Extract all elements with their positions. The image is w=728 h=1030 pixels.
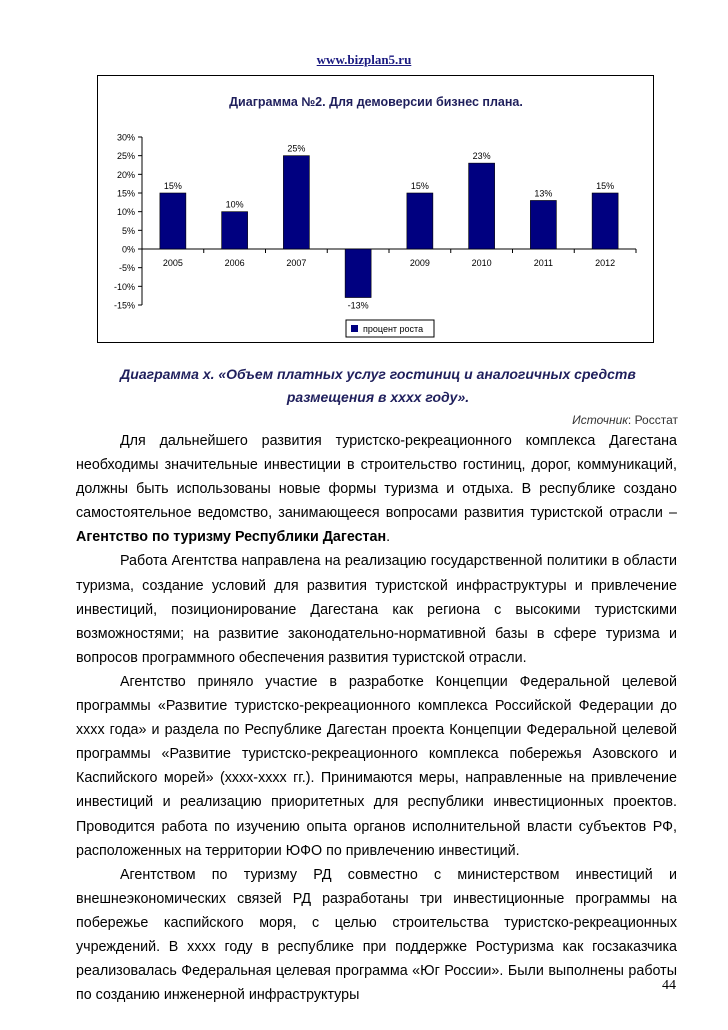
bar-2007 <box>283 156 309 249</box>
paragraph-3: Агентство приняло участие в разработке Концепции Федеральной целевой программы «Развитие туристско-рекреационного комплекса Российской Федерации до хххх года» и раздела по Республике Дагестан проекта Концепции Федеральной целевой программы «Развитие туристско-рекреационного комплекса побережья Азовского и Каспийского морей» (хххх-хххх гг.). Принимаются меры, направленные на привлечение инвестиций и реализацию приоритетных для республики инвестиционных проектов. Проводится работа по изучению опыта органов исполнительной власти субъектов РФ, расположенных на территории ЮФО по привлечению инвестиций. <box>76 673 677 859</box>
data-label: 13% <box>534 188 553 199</box>
x-tick-label: 2010 <box>471 258 492 268</box>
paragraph-1-end: . <box>386 529 391 546</box>
bar-2005 <box>160 193 186 249</box>
site-link[interactable]: www.bizplan5.ru <box>316 52 412 67</box>
chart-frame <box>97 75 654 343</box>
chart-title: Диаграмма №2. Для демоверсии бизнес плана. <box>229 95 523 109</box>
x-tick-label: 2009 <box>409 258 430 268</box>
data-label: 23% <box>472 151 491 162</box>
paragraph-1-text: Для дальнейшего развития туристско-рекреационного комплекса Дагестана необходимы значительные инвестиции в строительство гостиниц, дорог, коммуникаций, должны быть использованы новые формы туризма и отдыха. В республике создано самостоятельное ведомство, занимающееся вопросами развития туристской отрасли – <box>76 433 677 522</box>
source-value: : Росстат <box>627 413 678 427</box>
page-number: 44 <box>662 978 676 993</box>
source-label: Источник <box>572 413 628 427</box>
figure-caption: Диаграмма х. «Объем платных услуг гостиниц и аналогичных средств размещения в хххх году». <box>120 366 636 405</box>
data-label: 25% <box>287 143 306 154</box>
y-tick-label: 15% <box>116 188 135 199</box>
data-label: 15% <box>596 181 615 191</box>
data-label: -13% <box>347 300 369 311</box>
paragraph-4: Агентством по туризму РД совместно с министерством инвестиций и внешнеэкономических связей РД разработаны три инвестиционные программы на побережье каспийского моря, с целью строительства туристско-рекреационных учреждений. В хххх году в республике при поддержке Ростуризма как госзаказчика реализовалась Федеральная целевая программа «Юг России». Были выполнены работы по созданию инженерной инфраструктуры <box>76 866 677 1004</box>
bar-2010 <box>469 163 495 249</box>
x-tick-label: 2006 <box>224 258 245 268</box>
bar-2008 <box>345 249 371 298</box>
bar-chart <box>98 76 655 344</box>
source-note <box>572 413 678 427</box>
bar-2006 <box>222 212 248 249</box>
x-tick-label: 2011 <box>533 258 554 268</box>
y-tick-label: -10% <box>113 281 135 292</box>
bar-2009 <box>407 193 433 249</box>
body-text <box>76 429 677 1007</box>
bar-2012 <box>592 193 618 249</box>
y-tick-label: -5% <box>118 263 135 274</box>
y-tick-label: 20% <box>116 169 135 180</box>
x-tick-label: 2012 <box>595 258 616 268</box>
agency-name: Агентство по туризму Республики Дагестан <box>76 529 387 546</box>
data-label: 15% <box>163 181 182 191</box>
y-tick-label: 5% <box>121 225 135 236</box>
paragraph-2: Работа Агентства направлена на реализацию государственной политики в области туризма, создание условий для развития туристской инфраструктуры и привлечение инвестиций, позиционирование Дагестана как региона с высокими туристскими возможностями; на развитие законодательно-нормативной базы в сфере туризма и вопросов программного обеспечения развития туристской отрасли. <box>76 553 677 666</box>
y-tick-label: 25% <box>116 151 135 162</box>
y-tick-label: 10% <box>116 207 135 218</box>
y-tick-label: 30% <box>116 132 135 143</box>
y-tick-label: 0% <box>121 244 135 255</box>
paragraph-1 <box>76 429 677 549</box>
legend-label: процент роста <box>363 324 424 334</box>
y-tick-label: -15% <box>113 300 135 311</box>
data-label: 15% <box>410 181 429 191</box>
legend-swatch <box>351 325 358 332</box>
x-tick-label: 2007 <box>286 258 307 268</box>
x-tick-label: 2005 <box>162 258 183 268</box>
bar-2011 <box>530 200 556 249</box>
data-label: 10% <box>225 199 244 210</box>
